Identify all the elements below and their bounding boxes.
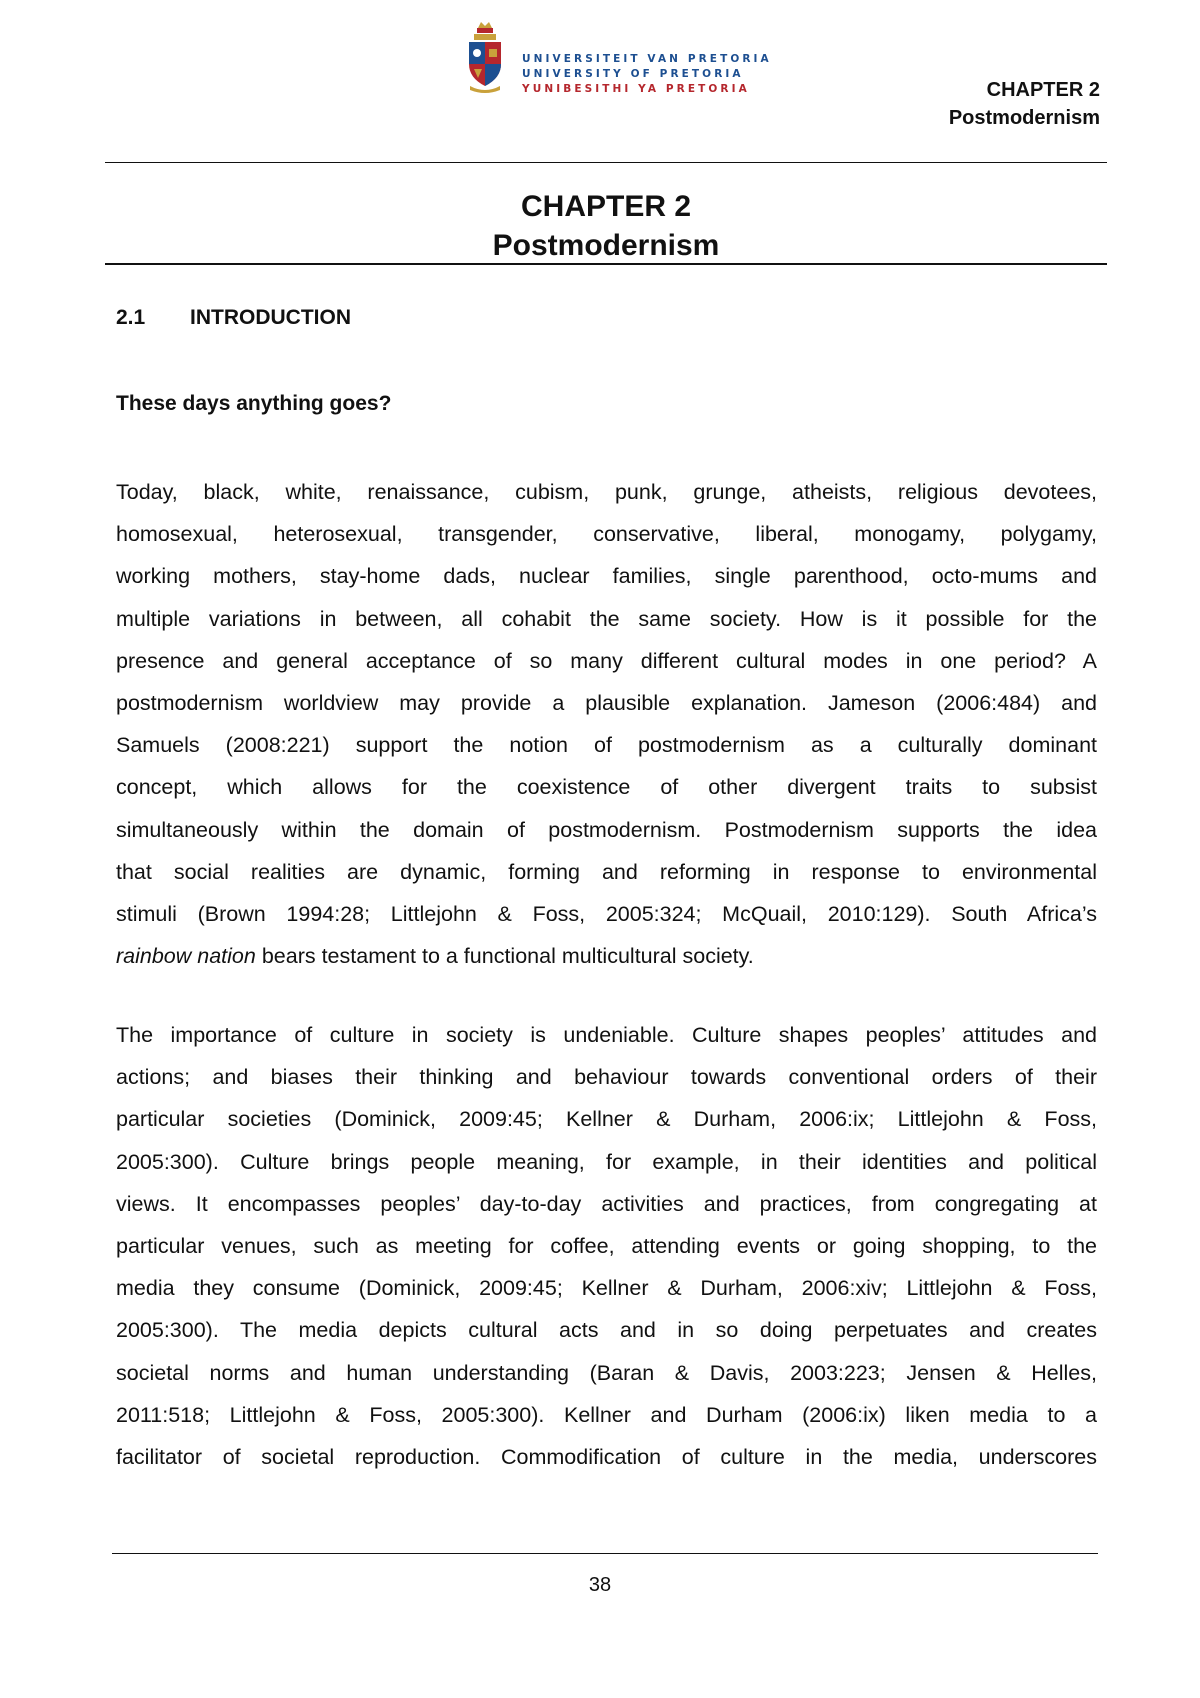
chapter-title-number: CHAPTER 2 xyxy=(520,190,692,223)
running-header-subtitle: Postmodernism xyxy=(948,107,1100,129)
university-name-sepedi: YUNIBESITHI YA PRETORIA xyxy=(522,83,750,95)
paragraph-2-line: societal norms and human understanding (Baran & Davis, 2003:223; Jensen & Helles, xyxy=(116,1360,1097,1385)
paragraph-1-line: that social realities are dynamic, forming and reforming in response to environmental xyxy=(116,859,1097,884)
section-number: 2.1 xyxy=(116,306,146,329)
paragraph-2-line: 2011:518; Littlejohn & Foss, 2005:300). Kellner and Durham (2006:ix) liken media to a xyxy=(116,1402,1097,1427)
paragraph-1-line: Samuels (2008:221) support the notion of postmodernism as a culturally dominant xyxy=(116,733,1097,758)
paragraph-1-line: Today, black, white, renaissance, cubism, punk, grunge, atheists, religious devotees, xyxy=(116,480,1097,504)
footer-divider xyxy=(112,1553,1098,1554)
paragraph-1-line: homosexual, heterosexual, transgender, conservative, liberal, monogamy, polygamy, xyxy=(116,522,1097,547)
paragraph-2-line: particular societies (Dominick, 2009:45; Kellner & Durham, 2006:ix; Littlejohn & Foss, xyxy=(116,1107,1097,1132)
paragraph-1-line: concept, which allows for the coexistence of other divergent traits to subsist xyxy=(116,775,1097,800)
paragraph-1-last-line xyxy=(116,935,1097,977)
paragraph-1-last-line-rest: bears testament to a functional multicultural society. xyxy=(255,944,754,969)
paragraph-1-line: stimuli (Brown 1994:28; Littlejohn & Foss, 2005:324; McQuail, 2010:129). South Africa’s xyxy=(116,902,1097,927)
paragraph-1-line: simultaneously within the domain of postmodernism. Postmodernism supports the idea xyxy=(116,817,1097,842)
page-number: 38 xyxy=(588,1574,612,1596)
university-name-block xyxy=(522,52,772,97)
paragraph-2-line: media they consume (Dominick, 2009:45; Kellner & Durham, 2006:xiv; Littlejohn & Foss, xyxy=(116,1276,1097,1301)
header-divider xyxy=(105,162,1107,163)
running-header-chapter: CHAPTER 2 xyxy=(986,79,1100,101)
paragraph-1-line: postmodernism worldview may provide a plausible explanation. Jameson (2006:484) and xyxy=(116,691,1097,716)
section-heading xyxy=(116,306,351,330)
coat-of-arms-icon xyxy=(466,20,504,94)
paragraph-2 xyxy=(116,1014,1097,1478)
chapter-title-subtitle: Postmodernism xyxy=(492,229,720,262)
title-divider xyxy=(105,263,1107,265)
running-header xyxy=(949,76,1100,132)
section-title: INTRODUCTION xyxy=(190,306,351,329)
rainbow-nation-italic: rainbow nation xyxy=(116,944,256,969)
paragraph-2-line: facilitator of societal reproduction. Commodification of culture in the media, underscores xyxy=(116,1445,1097,1470)
subheading: These days anything goes? xyxy=(116,392,392,415)
chapter-title xyxy=(105,187,1107,265)
paragraph-2-line: particular venues, such as meeting for coffee, attending events or going shopping, to the xyxy=(116,1234,1097,1259)
paragraph-2-line: actions; and biases their thinking and behaviour towards conventional orders of their xyxy=(116,1065,1097,1090)
paragraph-1-line: working mothers, stay-home dads, nuclear families, single parenthood, octo-mums and xyxy=(116,564,1097,589)
paragraph-2-line: views. It encompasses peoples’ day-to-day activities and practices, from congregating at xyxy=(116,1191,1097,1216)
paragraph-2-line: 2005:300). Culture brings people meaning, for example, in their identities and political xyxy=(116,1149,1097,1174)
paragraph-1-line: multiple variations in between, all cohabit the same society. How is it possible for the xyxy=(116,606,1097,631)
university-name-afrikaans: UNIVERSITEIT VAN PRETORIA xyxy=(522,53,772,65)
university-name-english: UNIVERSITY OF PRETORIA xyxy=(522,68,744,80)
paragraph-2-line: 2005:300). The media depicts cultural acts and in so doing perpetuates and creates xyxy=(116,1318,1097,1343)
university-coat-of-arms-logo xyxy=(466,20,504,94)
paragraph-1 xyxy=(116,471,1097,977)
paragraph-1-line: presence and general acceptance of so many different cultural modes in one period? A xyxy=(116,648,1097,673)
paragraph-2-line: The importance of culture in society is undeniable. Culture shapes peoples’ attitudes and xyxy=(116,1023,1097,1047)
